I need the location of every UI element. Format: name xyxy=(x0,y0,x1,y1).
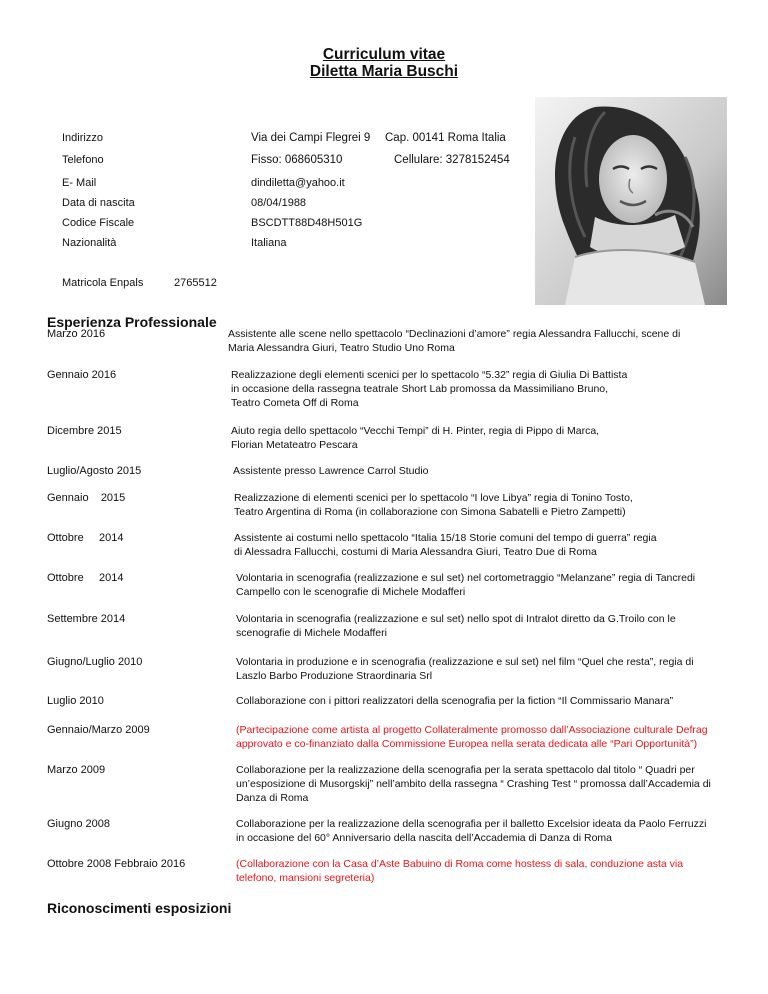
experience-date: Ottobre 2014 xyxy=(47,572,124,584)
address-cap: Cap. 00141 Roma Italia xyxy=(385,132,506,144)
person-name: Diletta Maria Buschi xyxy=(309,63,459,80)
phone-label: Telefono xyxy=(62,154,104,166)
email-value: dindiletta@yahoo.it xyxy=(251,177,345,189)
experience-description: Collaborazione per la realizzazione della scenografia per il balletto Excelsior ideata da Paolo Ferruzzi in occasione del 60° Anniversario della nascita dell’Accademia di Danza di Roma xyxy=(236,818,707,844)
fiscal-code-label: Codice Fiscale xyxy=(62,217,135,229)
phone-fixed: Fisso: 068605310 xyxy=(251,154,343,166)
experience-date: Luglio 2010 xyxy=(47,695,104,707)
experience-description: Realizzazione di elementi scenici per lo spettacolo “I love Libya” regia di Tonino Tosto, Teatro Argentina di Roma (in collaborazione con Simona Sabatelli e Pietro Zampetti) xyxy=(234,492,633,518)
enpals-value: 2765512 xyxy=(174,277,217,289)
experience-description: Assistente presso Lawrence Carrol Studio xyxy=(233,465,429,477)
experience-description: Volontaria in produzione e in scenografia (realizzazione e sul set) nel film “Quel che resta”, regia di Laszlo Barbo Produzione Straordinaria Srl xyxy=(236,656,694,682)
experience-date: Marzo 2016 xyxy=(47,328,106,340)
nationality-label: Nazionalità xyxy=(62,237,117,249)
fiscal-code-value: BSCDTT88D48H501G xyxy=(251,217,363,229)
experience-date: Gennaio 2015 xyxy=(47,492,126,504)
experience-description: Collaborazione per la realizzazione della scenografia per la serata spettacolo dal titolo “ Quadri per un’esposizione di Musorgskij” nell’ambito della rassegna “ Crashing Test “ promossa dall’Accademia di Danza di Roma xyxy=(236,764,711,804)
experience-date: Luglio/Agosto 2015 xyxy=(47,465,142,477)
experience-date: Giugno 2008 xyxy=(47,818,110,830)
experience-date: Gennaio 2016 xyxy=(47,369,117,381)
address-street: Via dei Campi Flegrei 9 xyxy=(251,132,371,144)
nationality-value: Italiana xyxy=(251,237,287,249)
experience-description: Realizzazione degli elementi scenici per lo spettacolo “5.32” regia di Giulia Di Battista in occasione della rassegna teatrale Short Lab promossa da Massimiliano Bruno, Teatro Cometa Off di Roma xyxy=(231,369,628,409)
experience-description: Volontaria in scenografia (realizzazione e sul set) nel cortometraggio “Melanzane” regia di Tancredi Campello con le scenografie di Michele Modafferi xyxy=(236,572,696,598)
address-label: Indirizzo xyxy=(62,132,103,144)
document-title: Curriculum vitae xyxy=(322,46,446,63)
experience-description: Assistente alle scene nello spettacolo “Declinazioni d’amore” regia Alessandra Fallucchi, scene di Maria Alessandra Giuri, Teatro Studio Uno Roma xyxy=(228,328,681,354)
experience-description-highlighted: (Collaborazione con la Casa d’Aste Babuino di Roma come hostess di sala, conduzione asta via telefono, mansioni segreteria) xyxy=(236,858,684,884)
experience-description: Collaborazione con i pittori realizzatori della scenografia per la fiction “Il Commissario Manara” xyxy=(236,695,674,707)
experience-description: Assistente ai costumi nello spettacolo “Italia 15/18 Storie comuni del tempo di guerra” regia di Alessadra Fallucchi, costumi di Maria Alessandra Giuri, Teatro Due di Roma xyxy=(234,532,657,558)
experience-date: Giugno/Luglio 2010 xyxy=(47,656,143,668)
experience-description: Aiuto regia dello spettacolo “Vecchi Tempi” di H. Pinter, regia di Pippo di Marca, Florian Metateatro Pescara xyxy=(231,425,600,451)
birth-value: 08/04/1988 xyxy=(251,197,307,209)
enpals-label: Matricola Enpals xyxy=(62,277,144,289)
experience-date: Marzo 2009 xyxy=(47,764,106,776)
experience-date: Gennaio/Marzo 2009 xyxy=(47,724,150,736)
experience-date: Dicembre 2015 xyxy=(47,425,122,437)
email-label: E- Mail xyxy=(62,177,97,189)
experience-description: Volontaria in scenografia (realizzazione e sul set) nello spot di Intralot diretto da G.Troilo con le scenografie di Michele Modafferi xyxy=(236,613,676,639)
section-heading-awards: Riconoscimenti esposizioni xyxy=(47,900,232,916)
experience-description-highlighted: (Partecipazione come artista al progetto Collateralmente promosso dall’Associazione culturale Defrag approvato e co-finanziato dalla Commissione Europea nella serata dedicata alle “Pari Opportunità”) xyxy=(236,724,708,750)
experience-date: Ottobre 2008 Febbraio 2016 xyxy=(47,858,186,870)
experience-date: Settembre 2014 xyxy=(47,613,126,625)
birth-label: Data di nascita xyxy=(62,197,135,209)
experience-date: Ottobre 2014 xyxy=(47,532,124,544)
section-heading-experience: Esperienza Professionale xyxy=(47,314,217,330)
portrait-photo xyxy=(535,97,727,305)
phone-mobile: Cellulare: 3278152454 xyxy=(394,154,510,166)
